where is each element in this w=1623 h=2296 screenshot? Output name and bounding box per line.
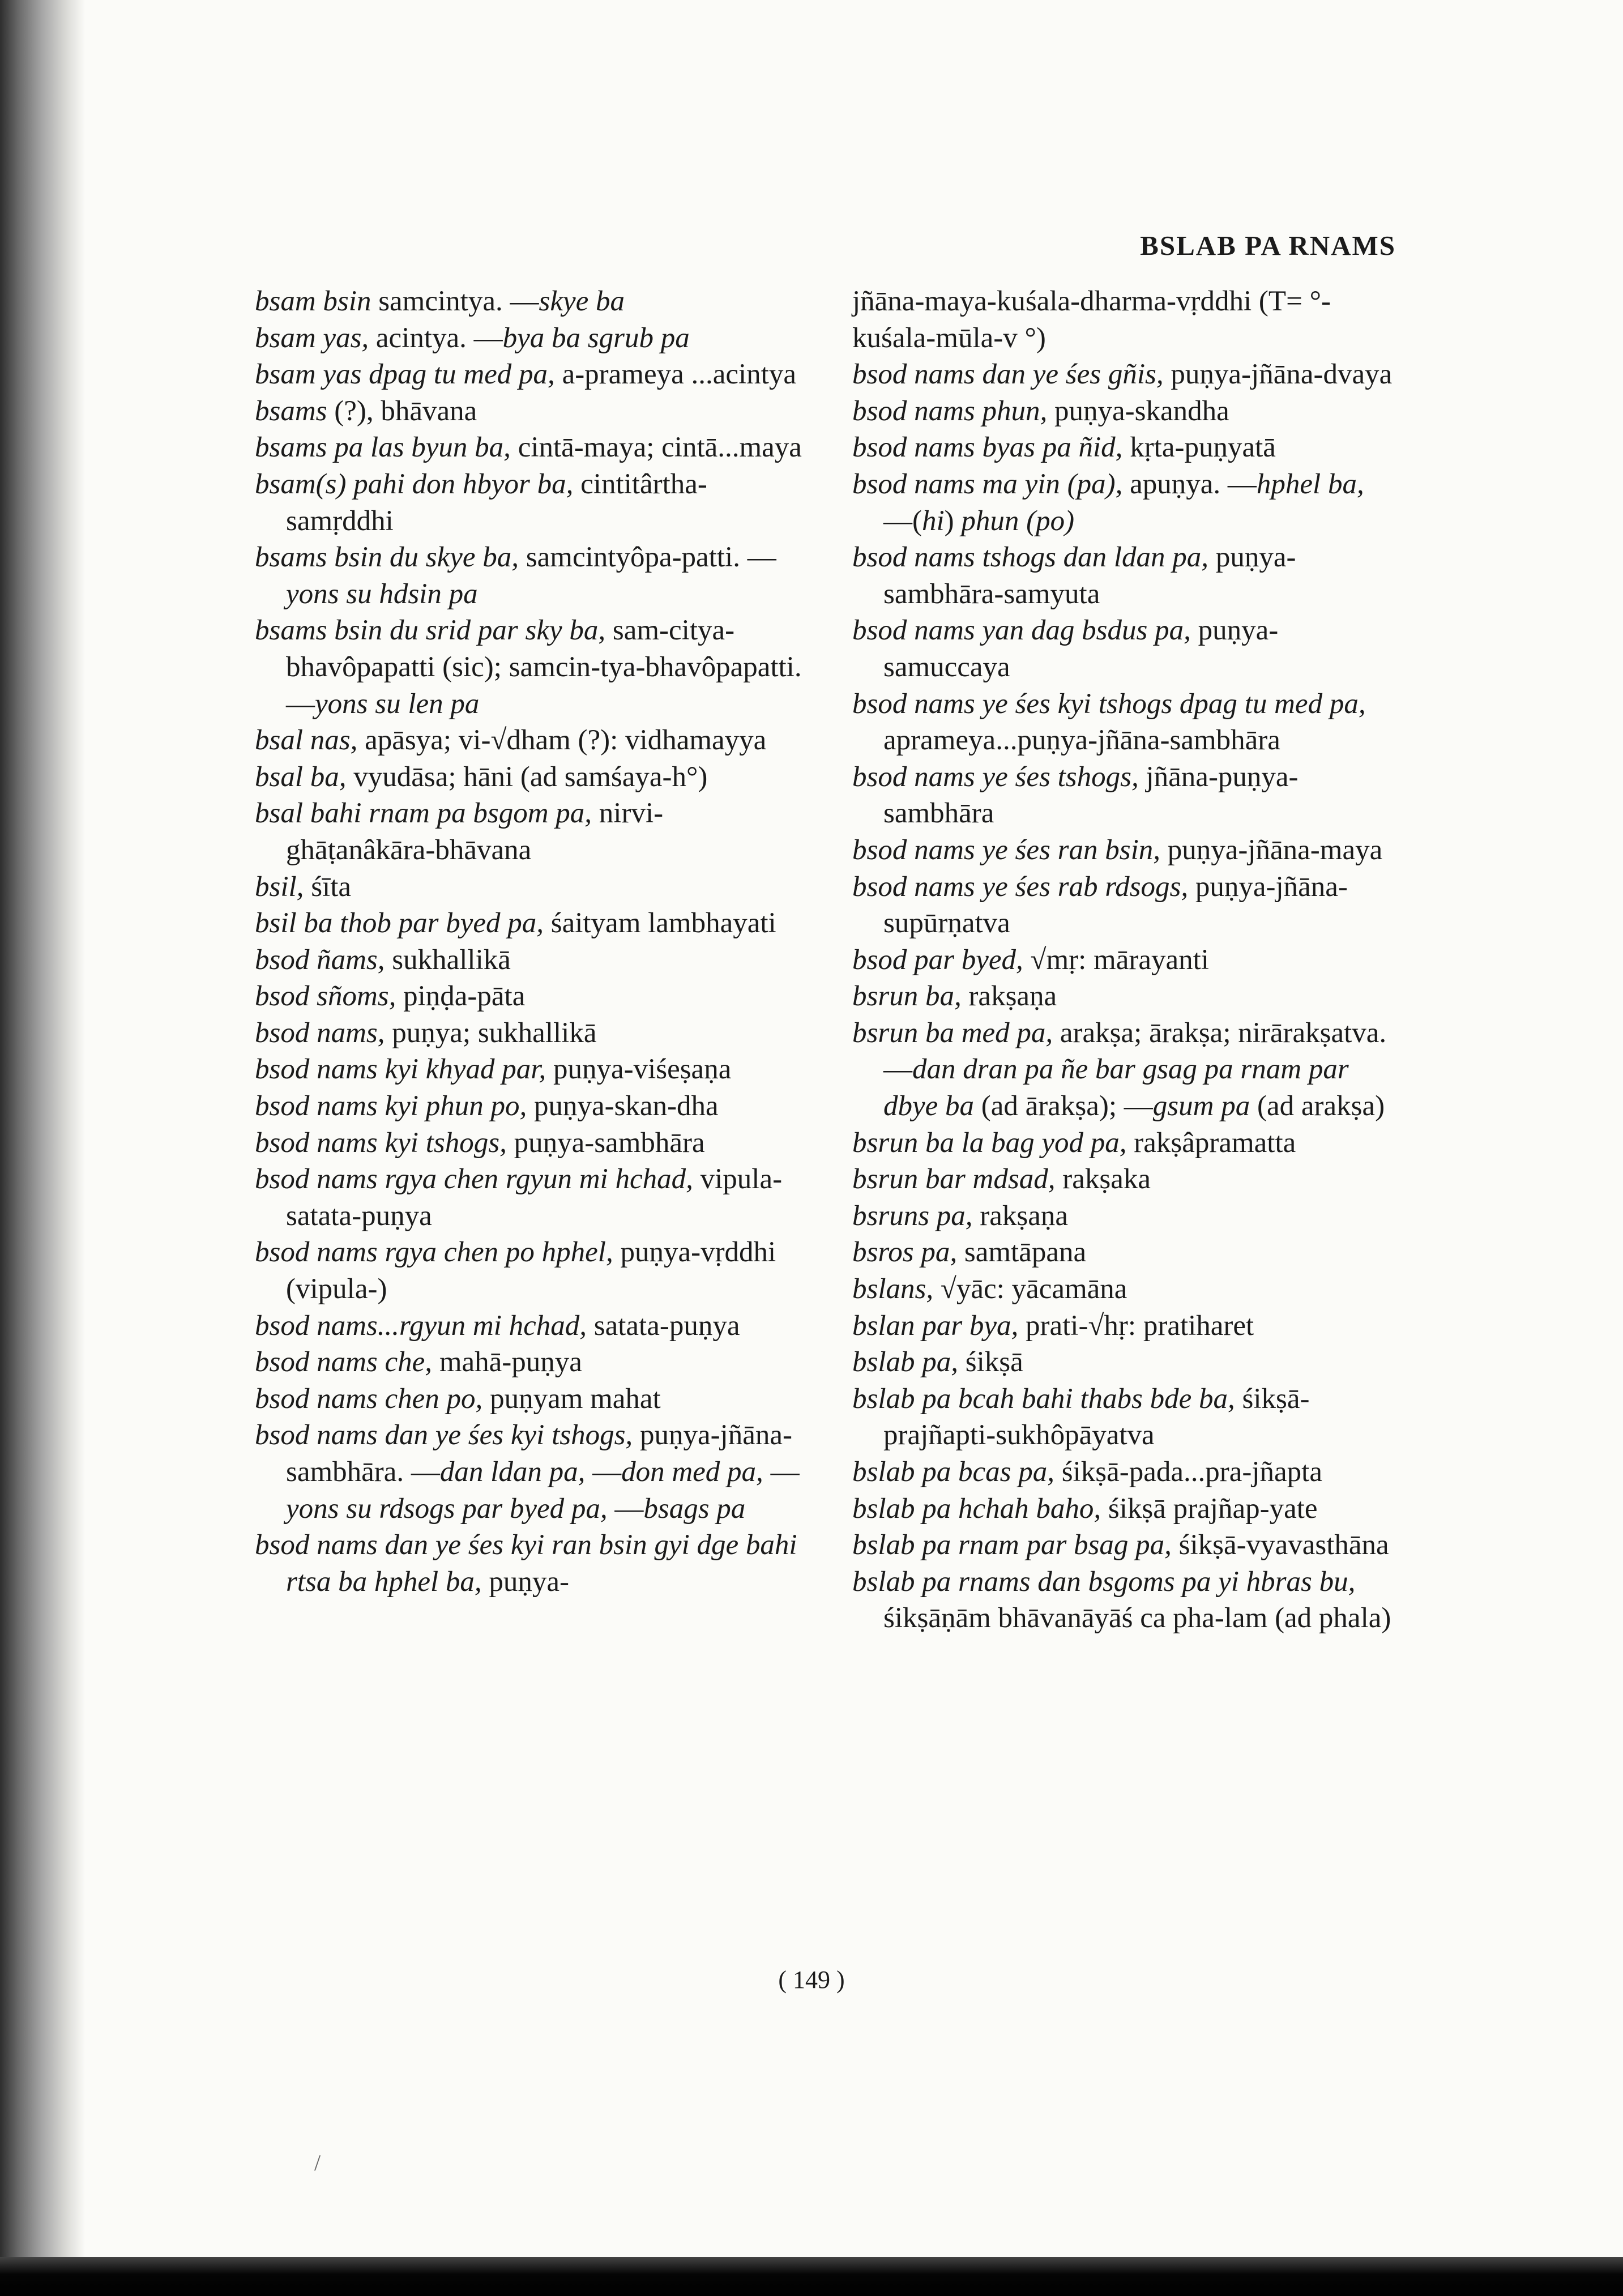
dictionary-entry: [255, 429, 804, 466]
tibetan-term: bsal nas,: [255, 724, 358, 757]
binding-shadow: [0, 0, 85, 2296]
sanskrit-gloss: √mṛ: mārayanti: [1023, 944, 1209, 976]
tibetan-term: bsod nams rgya chen rgyun mi hchad,: [255, 1163, 693, 1196]
tibetan-term: bsam yas dpag tu med pa,: [255, 359, 555, 391]
tibetan-term: gsum pa: [1152, 1090, 1250, 1123]
sanskrit-gloss: kṛta-puṇyatā: [1122, 432, 1276, 464]
tibetan-term: bsod nams tshogs dan ldan pa,: [852, 541, 1209, 574]
right-column: [852, 283, 1396, 1637]
sanskrit-gloss: puṇya-sambhāra-samyuta: [883, 541, 1296, 610]
tibetan-term: bsod nams dan ye śes gñis,: [852, 359, 1164, 391]
dictionary-entry: [852, 1015, 1396, 1125]
tibetan-term: bsags pa: [643, 1492, 746, 1525]
tibetan-term: bsod nams dan ye śes kyi tshogs,: [255, 1419, 633, 1452]
tibetan-term: bsod nams...rgyun mi hchad,: [255, 1309, 587, 1342]
tibetan-term: bsod nams,: [255, 1017, 385, 1049]
tibetan-term: bslab pa bcas pa,: [852, 1456, 1054, 1488]
dictionary-entry: [255, 795, 804, 868]
dictionary-entry: [255, 1308, 804, 1345]
tibetan-term: bslans,: [852, 1273, 934, 1305]
dictionary-entry: [852, 612, 1396, 685]
dictionary-entry: [255, 1051, 804, 1088]
dictionary-entry: [255, 1234, 804, 1307]
tibetan-term: bsod ñams,: [255, 944, 385, 976]
sanskrit-gloss: rakṣaṇa: [961, 980, 1057, 1013]
sanskrit-gloss: √yāc: yācamāna: [933, 1273, 1127, 1305]
tibetan-term: bsruns pa,: [852, 1200, 973, 1232]
sanskrit-gloss: —(: [883, 505, 922, 537]
tibetan-term: bslan par bya,: [852, 1309, 1019, 1342]
tibetan-term: dan dran pa ñe bar gsag pa rnam par dbye ba: [883, 1053, 1349, 1123]
tibetan-term: bsrun ba med pa,: [852, 1017, 1053, 1049]
sanskrit-gloss: samcintya. —: [371, 285, 539, 317]
sanskrit-gloss: śikṣā: [958, 1346, 1023, 1379]
tibetan-term: bsod nams ma yin (pa),: [852, 468, 1123, 500]
sanskrit-gloss: puṇya-skan-dha: [527, 1090, 719, 1123]
tibetan-term: bsams bsin du skye ba,: [255, 541, 519, 574]
tibetan-term: bsod nams che,: [255, 1346, 433, 1379]
sanskrit-gloss: puṇya-: [481, 1565, 570, 1598]
sanskrit-gloss: vipula-satata-puṇya: [286, 1163, 783, 1232]
sanskrit-gloss: apuṇya. —: [1122, 468, 1257, 500]
dictionary-entry: [852, 869, 1396, 942]
dictionary-entry: [255, 722, 804, 759]
dictionary-entry: [852, 393, 1396, 430]
tibetan-term: bsal ba,: [255, 761, 347, 793]
sanskrit-gloss: vyudāsa; hāni (ad samśaya-h°): [346, 761, 708, 793]
tibetan-term: bslab pa hchah baho,: [852, 1492, 1101, 1525]
sanskrit-gloss: śikṣā prajñap-yate: [1101, 1492, 1318, 1525]
tibetan-term: phun (po): [961, 505, 1075, 537]
dictionary-entry: [852, 942, 1396, 979]
dictionary-entry: [852, 1234, 1396, 1271]
tibetan-term: bya ba sgrub pa: [502, 322, 690, 354]
tibetan-term: bsod nams byas pa ñid,: [852, 432, 1123, 464]
sanskrit-gloss: apāsya; vi-√dham (?): vidhamayya: [357, 724, 767, 757]
sanskrit-gloss: śikṣā-pada...pra-jñapta: [1054, 1456, 1322, 1488]
sanskrit-gloss: jñāna-maya-kuśala-dharma-vṛddhi (T= °-kuśala-mūla-v °): [852, 285, 1331, 354]
sanskrit-gloss: prati-√hṛ: pratiharet: [1018, 1309, 1254, 1342]
sanskrit-gloss: cintitârtha-samṛddhi: [286, 468, 707, 537]
tibetan-term: bsal bahi rnam pa bsgom pa,: [255, 797, 592, 830]
dictionary-entry: [852, 1491, 1396, 1527]
dictionary-entry: [852, 1564, 1396, 1637]
dictionary-entry: [852, 686, 1396, 759]
tibetan-term: bsod nams kyi tshogs,: [255, 1126, 507, 1159]
tibetan-term: bsod nams ye śes tshogs,: [852, 761, 1139, 793]
dictionary-entry: [852, 1454, 1396, 1491]
tibetan-term: bsod par byed,: [852, 944, 1023, 976]
dictionary-entry: [852, 759, 1396, 832]
sanskrit-gloss: śīta: [304, 870, 352, 903]
tibetan-term: bsil,: [255, 870, 304, 903]
tibetan-term: bsam yas,: [255, 322, 369, 354]
sanskrit-gloss: samtāpana: [957, 1236, 1087, 1269]
dictionary-entry: [255, 1015, 804, 1052]
tibetan-term: bsam(s) pahi don hbyor ba,: [255, 468, 574, 500]
tibetan-term: bsam bsin: [255, 285, 371, 317]
dictionary-entry: [255, 978, 804, 1015]
sanskrit-gloss: puṇya-jñāna-sambhāra. —: [286, 1419, 792, 1488]
tibetan-term: yons su hdsin pa: [286, 578, 478, 610]
tibetan-term: bsod nams kyi phun po,: [255, 1090, 527, 1123]
dictionary-entry: [255, 1417, 804, 1527]
dictionary-entry: [255, 759, 804, 796]
dictionary-entry: [852, 1125, 1396, 1162]
tibetan-term: bsod nams phun,: [852, 395, 1048, 427]
sanskrit-gloss: acintya. —: [369, 322, 503, 354]
sanskrit-gloss: aprameya...puṇya-jñāna-sambhāra: [883, 724, 1280, 757]
tibetan-term: bsod nams ye śes kyi tshogs dpag tu med pa,: [852, 688, 1366, 720]
sanskrit-gloss: puṇya-jñāna-maya: [1160, 834, 1383, 866]
dictionary-entry: [255, 1527, 804, 1600]
sanskrit-gloss: sam-citya-bhavôpapatti (sic); samcin-tya-bhavôpapatti. —: [286, 614, 802, 720]
sanskrit-gloss: puṇya-vṛddhi (vipula-): [286, 1236, 776, 1305]
sanskrit-gloss: a-prameya ...acintya: [554, 359, 796, 391]
sanskrit-gloss: —: [607, 1492, 644, 1525]
sanskrit-gloss: cintā-maya; cintā...maya: [510, 432, 802, 464]
tibetan-term: dan ldan pa,: [439, 1456, 586, 1488]
dictionary-entry: [255, 283, 804, 320]
sanskrit-gloss: puṇya; sukhallikā: [385, 1017, 597, 1049]
tibetan-term: hi: [921, 505, 945, 537]
running-head: BSLAB PA RNAMS: [1140, 230, 1396, 261]
sanskrit-gloss: ): [944, 505, 962, 537]
dictionary-entry: [255, 1344, 804, 1381]
tibetan-term: bsod nams dan ye śes kyi ran bsin gyi dge bahi rtsa ba hphel ba,: [255, 1529, 797, 1598]
sanskrit-gloss: satata-puṇya: [587, 1309, 740, 1342]
tibetan-term: bsros pa,: [852, 1236, 958, 1269]
dictionary-entry: [255, 320, 804, 357]
dictionary-entry: [255, 1125, 804, 1162]
sanskrit-gloss: puṇya-jñāna-supūrṇatva: [883, 870, 1348, 940]
tibetan-term: bslab pa,: [852, 1346, 959, 1379]
tibetan-term: bsod nams yan dag bsdus pa,: [852, 614, 1191, 647]
dictionary-entry: [852, 539, 1396, 612]
dictionary-entry: [852, 466, 1396, 539]
dictionary-entry: [852, 283, 1396, 356]
tibetan-term: bsod nams kyi khyad par,: [255, 1053, 546, 1086]
sanskrit-gloss: puṇya-jñāna-dvaya: [1163, 359, 1393, 391]
sanskrit-gloss: rakṣaka: [1055, 1163, 1151, 1196]
tibetan-term: yons su len pa: [315, 688, 480, 720]
stray-pen-mark: /: [314, 2150, 321, 2175]
sanskrit-gloss: nirvi-ghāṭanâkāra-bhāvana: [286, 797, 664, 866]
sanskrit-gloss: (ad arakṣa): [1250, 1090, 1385, 1123]
dictionary-entry: [255, 393, 804, 430]
tibetan-term: bslab pa rnams dan bsgoms pa yi hbras bu,: [852, 1565, 1356, 1598]
dictionary-entry: [852, 832, 1396, 869]
dictionary-entry: [255, 1381, 804, 1418]
dictionary-entry: [852, 356, 1396, 393]
dictionary-entry: [852, 429, 1396, 466]
sanskrit-gloss: puṇya-viśeṣaṇa: [546, 1053, 732, 1086]
tibetan-term: bsod nams chen po,: [255, 1382, 483, 1415]
sanskrit-gloss: —: [763, 1456, 800, 1488]
dictionary-entry: [255, 466, 804, 539]
dictionary-entry: [255, 869, 804, 906]
tibetan-term: bsil ba thob par byed pa,: [255, 907, 544, 940]
dictionary-entry: [852, 1198, 1396, 1235]
tibetan-term: bsams pa las byun ba,: [255, 432, 511, 464]
dictionary-entry: [255, 1088, 804, 1125]
sanskrit-gloss: śaityam lambhayati: [543, 907, 776, 940]
tibetan-term: bsrun ba,: [852, 980, 962, 1013]
tibetan-term: bsod sñoms,: [255, 980, 396, 1013]
sanskrit-gloss: piṇḍa-pāta: [396, 980, 526, 1013]
sanskrit-gloss: —: [585, 1456, 622, 1488]
tibetan-term: bslab pa bcah bahi thabs bde ba,: [852, 1382, 1235, 1415]
sanskrit-gloss: samcintyôpa-patti. —: [519, 541, 776, 574]
sanskrit-gloss: arakṣa; ārakṣa; nirārakṣatva. —: [883, 1017, 1387, 1086]
sanskrit-gloss: puṇya-samuccaya: [883, 614, 1279, 683]
tibetan-term: bsod nams ye śes rab rdsogs,: [852, 870, 1189, 903]
tibetan-term: yons su rdsogs par byed pa,: [286, 1492, 608, 1525]
dictionary-entry: [255, 612, 804, 722]
dictionary-entry: [255, 942, 804, 979]
sanskrit-gloss: rakṣâpramatta: [1126, 1126, 1296, 1159]
tibetan-term: bsams bsin du srid par sky ba,: [255, 614, 606, 647]
sanskrit-gloss: (ad ārakṣa); —: [974, 1090, 1153, 1123]
dictionary-entry: [852, 1161, 1396, 1198]
sanskrit-gloss: rakṣaṇa: [972, 1200, 1069, 1232]
tibetan-term: bsrun bar mdsad,: [852, 1163, 1056, 1196]
tibetan-term: bslab pa rnam par bsag pa,: [852, 1529, 1172, 1561]
page-number: ( 149 ): [778, 1966, 845, 1994]
dictionary-entry: [255, 539, 804, 612]
dictionary-entry: [852, 978, 1396, 1015]
tibetan-term: bsod nams ye śes ran bsin,: [852, 834, 1160, 866]
sanskrit-gloss: puṇya-skandha: [1047, 395, 1229, 427]
sanskrit-gloss: mahā-puṇya: [432, 1346, 582, 1379]
tibetan-term: hphel ba,: [1256, 468, 1364, 500]
left-column: [255, 283, 804, 1600]
dictionary-entry: [852, 1344, 1396, 1381]
dictionary-entry: [255, 1161, 804, 1234]
sanskrit-gloss: (?), bhāvana: [327, 395, 477, 427]
tibetan-term: don med pa,: [621, 1456, 763, 1488]
scan-bottom-edge: [0, 2257, 1623, 2296]
tibetan-term: bsrun ba la bag yod pa,: [852, 1126, 1127, 1159]
sanskrit-gloss: sukhallikā: [385, 944, 511, 976]
dictionary-entry: [852, 1271, 1396, 1308]
tibetan-term: bsams: [255, 395, 327, 427]
dictionary-entry: [852, 1308, 1396, 1345]
sanskrit-gloss: puṇyam mahat: [482, 1382, 661, 1415]
sanskrit-gloss: śikṣā-prajñapti-sukhôpāyatva: [883, 1382, 1310, 1452]
sanskrit-gloss: śikṣā-vyavasthāna: [1171, 1529, 1389, 1561]
dictionary-entry: [255, 905, 804, 942]
sanskrit-gloss: puṇya-sambhāra: [506, 1126, 705, 1159]
dictionary-entry: [852, 1381, 1396, 1454]
tibetan-term: skye ba: [539, 285, 625, 317]
dictionary-entry: [255, 356, 804, 393]
dictionary-entry: [852, 1527, 1396, 1564]
sanskrit-gloss: jñāna-puṇya-sambhāra: [883, 761, 1299, 830]
tibetan-term: bsod nams rgya chen po hphel,: [255, 1236, 613, 1269]
sanskrit-gloss: śikṣāṇām bhāvanāyāś ca pha-lam (ad phala): [883, 1602, 1391, 1634]
